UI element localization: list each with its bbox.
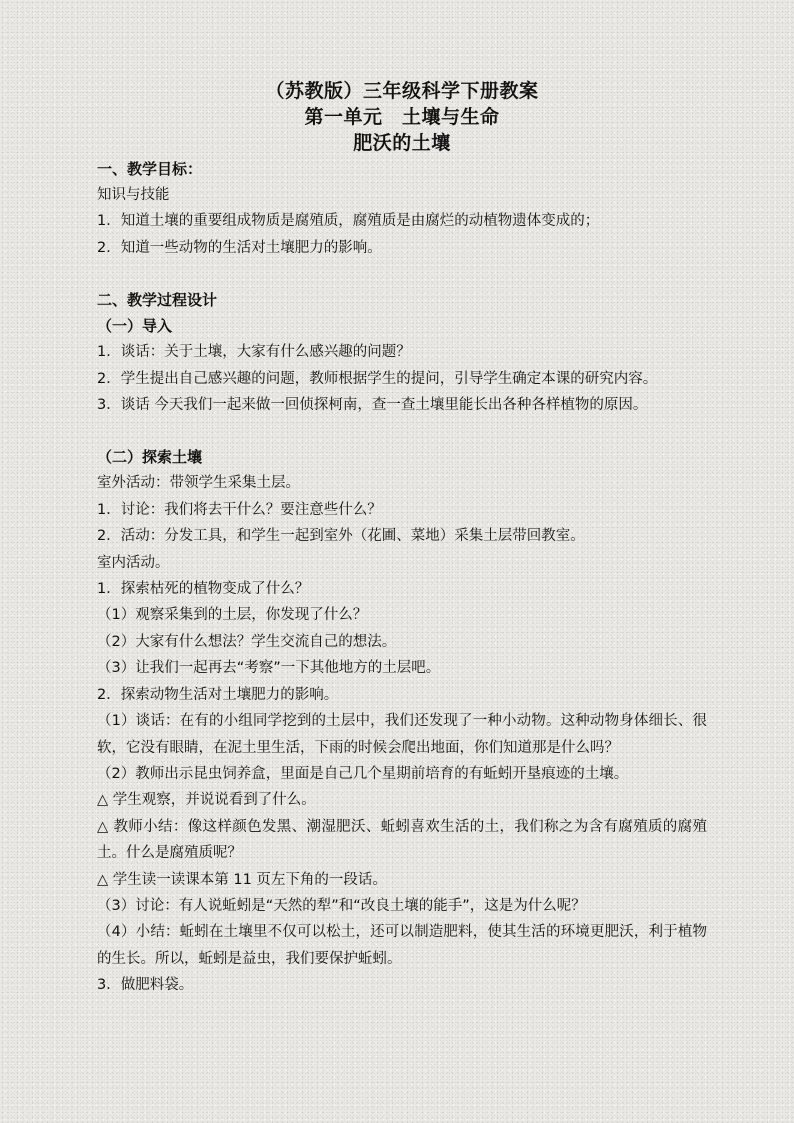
section-heading-objectives: 一、教学目标： xyxy=(97,160,203,178)
explore-line: △ 学生观察，并说说看到了什么。 xyxy=(97,792,316,809)
explore-line: 2．活动：分发工具，和学生一起到室外（花圃、菜地）采集土层带回教室。 xyxy=(97,528,585,545)
explore-paragraph: △ 教师小结：像这样颜色发黑、潮湿肥沃、蚯蚓喜欢生活的土，我们称之为含有腐殖质的腐殖土。什么是腐殖质呢？ xyxy=(97,818,707,862)
explore-line: 3．做肥料袋。 xyxy=(97,977,194,994)
explore-paragraph: （1）谈话：在有的小组同学挖到的土层中，我们还发现了一种小动物。这种动物身体细长、很软，它没有眼睛，在泥土里生活，下雨的时候会爬出地面，你们知道那是什么吗？ xyxy=(97,713,707,756)
explore-line: 室内活动。 xyxy=(97,554,170,571)
objective-item: 1．知道土壤的重要组成物质是腐殖质，腐殖质是由腐烂的动植物遗体变成的； xyxy=(97,213,600,230)
explore-line: △ 学生读一读课本第 11 页左下角的一段话。 xyxy=(97,871,387,888)
explore-line: 1．探索枯死的植物变成了什么？ xyxy=(97,581,310,598)
intro-item: 3．谈话 今天我们一起来做一回侦探柯南，查一查土壤里能长出各种各样植物的原因。 xyxy=(97,397,648,414)
explore-line: （3）让我们一起再去“考察”一下其他地方的土层吧。 xyxy=(97,660,441,677)
explore-line: （2）大家有什么想法？学生交流自己的想法。 xyxy=(97,633,397,650)
explore-line: （1）观察采集到的土层，你发现了什么？ xyxy=(97,607,368,624)
lesson-title: 肥沃的土壤 xyxy=(353,132,451,154)
explore-line: 1．讨论：我们将去干什么？要注意些什么？ xyxy=(97,501,382,518)
intro-item: 2．学生提出自己感兴趣的问题，教师根据学生的提问，引导学生确定本课的研究内容。 xyxy=(97,370,658,387)
explore-line: （2）教师出示昆虫饲养盒，里面是自己几个星期前培育的有蚯蚓开垦痕迹的土壤。 xyxy=(97,765,629,782)
objective-item: 2．知道一些动物的生活对土壤肥力的影响。 xyxy=(97,239,382,256)
explore-line: 室外活动：带领学生采集土层。 xyxy=(97,475,300,492)
explore-line: 2．探索动物生活对土壤肥力的影响。 xyxy=(97,686,339,703)
part-heading-intro: （一）导入 xyxy=(97,317,173,336)
explore-line: （3）讨论：有人说蚯蚓是“天然的犁”和“改良土壤的能手”，这是为什么呢？ xyxy=(97,897,586,914)
document-page xyxy=(97,78,707,999)
subheading-knowledge-skills: 知识与技能 xyxy=(97,187,170,203)
intro-item: 1．谈话：关于土壤，大家有什么感兴趣的问题？ xyxy=(97,344,411,361)
section-heading-process: 二、教学过程设计 xyxy=(97,291,218,310)
explore-paragraph: （4）小结：蚯蚓在土壤里不仅可以松土，还可以制造肥料，使其生活的环境更肥沃，利于植物的生长。所以，蚯蚓是益虫，我们要保护蚯蚓。 xyxy=(97,924,707,967)
unit-title: 第一单元 土壤与生命 xyxy=(304,106,500,128)
part-heading-explore: （二）探索土壤 xyxy=(97,448,203,467)
document-title: （苏教版）三年级科学下册教案 xyxy=(265,80,539,102)
